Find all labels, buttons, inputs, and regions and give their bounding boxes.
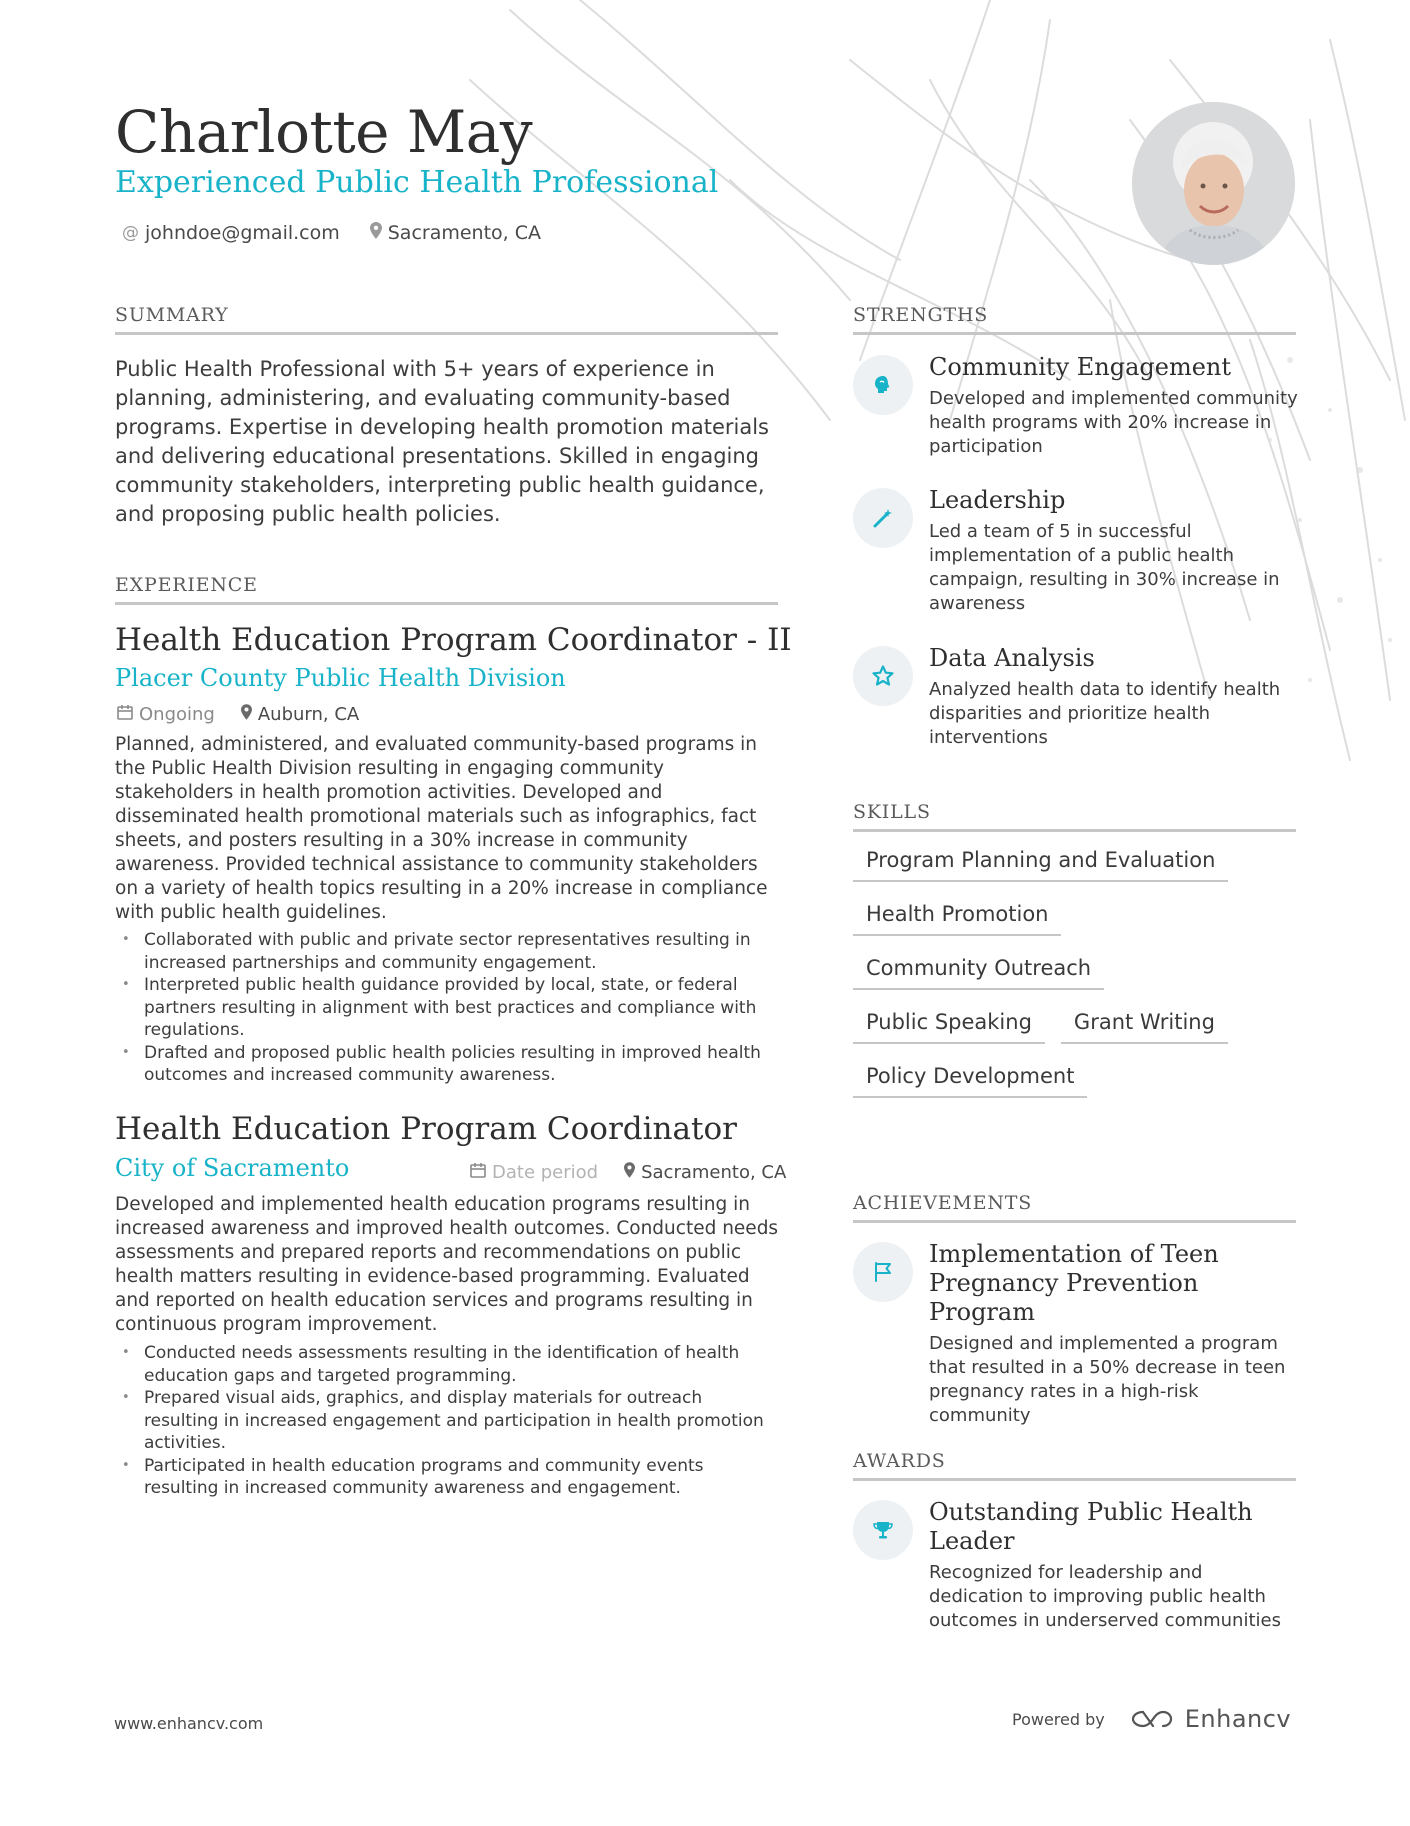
job-title: Health Education Program Coordinator - II [115, 622, 792, 658]
skill-tag: Program Planning and Evaluation [853, 848, 1228, 882]
job-location-text: Sacramento, CA [641, 1162, 787, 1183]
strength-item [853, 486, 1298, 616]
job-date [117, 704, 215, 725]
strength-description: Developed and implemented community health programs with 20% increase in participation [929, 388, 1298, 457]
summary-heading: SUMMARY [115, 304, 778, 335]
skill-tag: Public Speaking [853, 1010, 1045, 1044]
awards-heading: AWARDS [853, 1450, 1296, 1481]
skills-heading: SKILLS [853, 801, 1296, 832]
strength-title: Leadership [929, 486, 1066, 514]
achievement-title: Implementation of Teen Pregnancy Prevention Program [929, 1240, 1219, 1326]
star-icon [853, 646, 913, 706]
strength-item [853, 353, 1298, 459]
calendar-icon [470, 1162, 486, 1183]
skill-tag: Community Outreach [853, 956, 1104, 990]
candidate-name: Charlotte May [115, 98, 533, 166]
list-item: • Participated in health education programs and community events resulting in increased community awareness and engagement. [115, 1455, 780, 1500]
strength-title: Community Engagement [929, 353, 1232, 381]
company-name: Placer County Public Health Division [115, 664, 566, 692]
job-description: Developed and implemented health education programs resulting in increased awareness and improved health outcomes. Conducted needs assessments and prepared reports and recommendations on public health matters resulting in evidence-based programming. Evaluated and reported on health education services and programs resulting in continuous program improvement. [115, 1194, 779, 1335]
at-sign-icon: @ [122, 223, 139, 243]
job-bullets [115, 1342, 780, 1500]
skill-tag: Health Promotion [853, 902, 1061, 936]
skill-tag: Grant Writing [1061, 1010, 1228, 1044]
job-date-text: Ongoing [139, 704, 215, 725]
job-location [241, 704, 359, 725]
location-contact [370, 222, 541, 244]
strength-description: Led a team of 5 in successful implementation of a public health campaign, resulting in 30% increase in awareness [929, 521, 1280, 614]
job-date [470, 1162, 598, 1183]
job-location [624, 1162, 786, 1183]
trophy-icon [853, 1500, 913, 1560]
job-meta [470, 1162, 786, 1183]
strength-item [853, 644, 1298, 750]
skills-list [853, 848, 1298, 1118]
location-text: Sacramento, CA [387, 222, 542, 244]
strength-title: Data Analysis [929, 644, 1095, 672]
summary-text: Public Health Professional with 5+ years of experience in planning, administering, and evaluating community-based programs. Expertise in developing health promotion materials and delivering educational presentations. Skilled in engaging community stakeholders, interpreting public health guidance, and proposing public health policies. [115, 357, 769, 526]
experience-heading: EXPERIENCE [115, 574, 778, 605]
brain-icon [853, 355, 913, 415]
location-pin-icon [370, 222, 382, 244]
skill-tag: Policy Development [853, 1064, 1087, 1098]
footer-website[interactable]: www.enhancv.com [114, 1714, 264, 1733]
brand-name: Enhancv [1184, 1705, 1292, 1733]
list-item: • Interpreted public health guidance provided by local, state, or federal partners resulting in alignment with best practices and compliance with regulations. [115, 974, 780, 1042]
powered-by-label: Powered by [1012, 1709, 1105, 1729]
achievement-description: Designed and implemented a program that resulted in a 50% decrease in teen pregnancy rates in a high-risk community [929, 1333, 1286, 1426]
email-contact [122, 222, 340, 244]
location-pin-icon [624, 1162, 635, 1183]
calendar-icon [117, 704, 133, 725]
email-text[interactable]: johndoe@gmail.com [145, 222, 340, 244]
footer-powered-by [1012, 1705, 1291, 1733]
list-item: • Prepared visual aids, graphics, and display materials for outreach resulting in increased engagement and participation in health promotion activities. [115, 1387, 780, 1455]
achievement-item [853, 1240, 1298, 1428]
list-item: • Conducted needs assessments resulting in the identification of health education gaps and targeted programming. [115, 1342, 780, 1387]
avatar [1132, 102, 1295, 265]
job-meta [117, 704, 359, 725]
brand-logo[interactable] [1129, 1705, 1291, 1733]
candidate-title: Experienced Public Health Professional [115, 165, 719, 200]
award-description: Recognized for leadership and dedication to improving public health outcomes in underserved communities [929, 1562, 1281, 1631]
flag-icon [853, 1242, 913, 1302]
contact-info [122, 222, 541, 244]
job-bullets [115, 929, 780, 1087]
award-title: Outstanding Public Health Leader [929, 1498, 1253, 1555]
job-description: Planned, administered, and evaluated community-based programs in the Public Health Division resulting in engaging community stakeholders in health promotion activities. Developed and disseminated health promotional materials such as infographics, fact sheets, and posters resulting in a 30% increase in community awareness. Provided technical assistance to community stakeholders on a variety of health topics resulting in a 20% increase in compliance with public health guidelines. [115, 734, 768, 923]
company-name: City of Sacramento [115, 1154, 350, 1182]
list-item: • Drafted and proposed public health policies resulting in improved health outcomes and increased community awareness. [115, 1042, 780, 1087]
job-location-text: Auburn, CA [257, 704, 360, 725]
job-title: Health Education Program Coordinator [115, 1111, 737, 1147]
job-date-text: Date period [492, 1162, 599, 1183]
enhancv-logo-icon [1129, 1707, 1175, 1731]
list-item: • Collaborated with public and private sector representatives resulting in increased partnerships and community engagement. [115, 929, 780, 974]
achievements-heading: ACHIEVEMENTS [853, 1192, 1296, 1223]
strength-description: Analyzed health data to identify health disparities and prioritize health interventions [929, 679, 1281, 748]
location-pin-icon [241, 704, 252, 725]
magic-wand-icon [853, 488, 913, 548]
award-item [853, 1498, 1298, 1633]
strengths-heading: STRENGTHS [853, 304, 1296, 335]
